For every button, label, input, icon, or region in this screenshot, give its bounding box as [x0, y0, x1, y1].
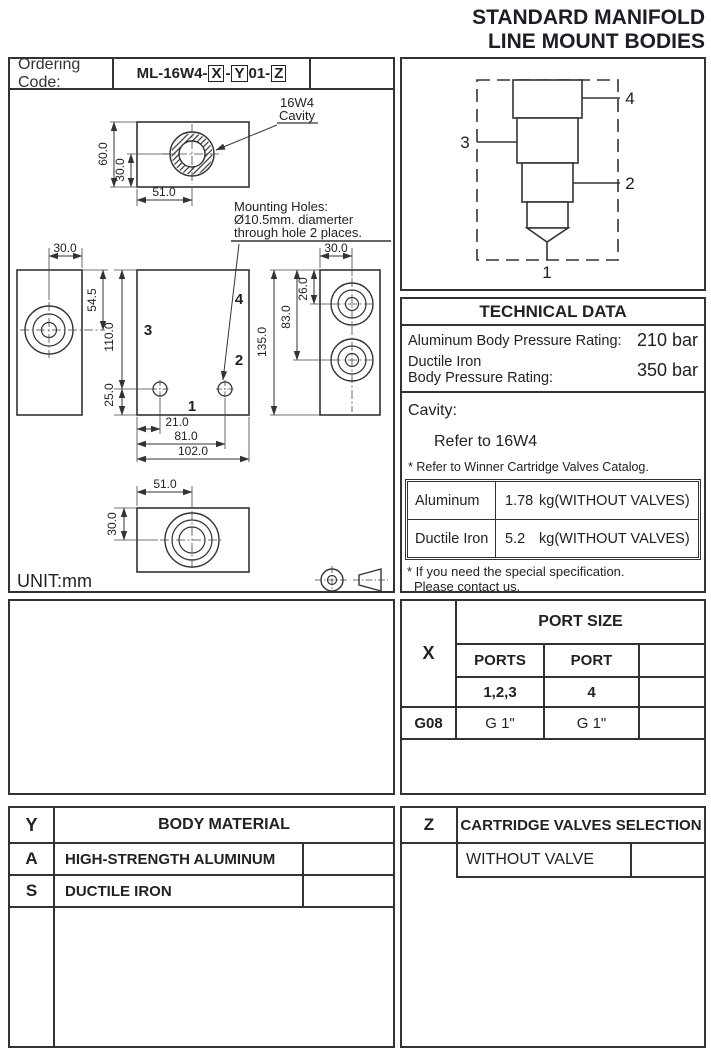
dim-bottom-width: 51.0	[153, 477, 177, 491]
body-material-hline3	[10, 906, 393, 908]
body-material-label-a: HIGH-STRENGTH ALUMINUM	[65, 850, 276, 868]
front-port-3: 3	[143, 322, 153, 339]
body-material-code-a: A	[25, 849, 38, 868]
page-title-line1: STANDARD MANIFOLD	[472, 6, 705, 29]
body-material-label-s: DUCTILE IRON	[65, 882, 172, 900]
aluminum-pressure-value: 210 bar	[636, 330, 698, 350]
bottom-view-extension-lines	[114, 486, 192, 540]
engineering-drawing	[10, 90, 393, 591]
port-size-col-port: PORT	[570, 652, 613, 669]
ordering-seg-x: X	[208, 65, 224, 82]
dim-bottom-center: 30.0	[105, 512, 119, 536]
dim-top-center: 30.0	[113, 158, 127, 182]
page-title-line2: LINE MOUNT BODIES	[487, 30, 705, 53]
dim-front-hole1: 21.0	[165, 415, 189, 429]
port-size-col-ports: PORTS	[474, 652, 526, 669]
weight-number-ductile: 5.2	[505, 530, 526, 547]
ordering-seg-mid: 01-	[248, 65, 271, 82]
ordering-seg-z: Z	[271, 65, 286, 82]
body-material-table	[8, 806, 395, 1048]
port-size-header: PORT SIZE	[538, 613, 623, 630]
ordering-code-empty-cell	[311, 59, 393, 88]
dim-top-height: 60.0	[96, 142, 110, 166]
schematic-panel	[400, 57, 706, 291]
notes-empty-box	[8, 599, 395, 795]
dim-side-width: 30.0	[324, 241, 348, 255]
front-port-4: 4	[234, 291, 244, 308]
port-size-hline4	[402, 738, 704, 740]
front-port-1: 1	[187, 398, 197, 415]
cartridge-header: CARTRIDGE VALVES SELECTION	[460, 816, 702, 834]
schematic-port-2: 2	[625, 174, 635, 193]
right-view-extension-lines	[270, 248, 352, 415]
bottom-view-centerlines	[160, 511, 224, 569]
dim-front-base: 25.0	[102, 383, 116, 407]
schematic-cavity-steps	[513, 80, 582, 242]
port-size-val-port: G 1"	[576, 714, 607, 732]
aluminum-pressure-row	[408, 330, 698, 351]
ordering-seg-dash: -	[225, 65, 231, 82]
schematic-port-3: 3	[460, 133, 470, 152]
schematic-port-1: 1	[542, 263, 552, 282]
technical-data-panel	[400, 297, 706, 593]
weight-table	[405, 479, 701, 560]
dim-side-port-bottom: 83.0	[279, 305, 293, 329]
weight-material-aluminum: Aluminum	[408, 482, 496, 519]
weight-number-aluminum: 1.78	[505, 492, 534, 509]
special-spec-footnote-line1: * If you need the special specification.	[407, 564, 625, 579]
drawing-panel	[8, 57, 395, 593]
pressure-rating-rows	[402, 326, 704, 393]
weight-unit-ductile: kg(WITHOUT VALVES)	[539, 530, 690, 547]
port-size-vline2	[638, 643, 640, 740]
cartridge-z-label: Z	[423, 815, 435, 834]
dim-front-hole2: 81.0	[174, 429, 198, 443]
mounting-note-line2: Ø10.5mm. diamerter	[234, 212, 354, 227]
right-view-outline	[320, 270, 380, 415]
ordering-seg-y: Y	[231, 65, 247, 82]
mounting-note-line1: Mounting Holes:	[234, 199, 328, 214]
weight-unit-aluminum: kg(WITHOUT VALVES)	[539, 492, 690, 509]
dim-top-width: 51.0	[152, 185, 176, 199]
special-spec-footnote-line2: Please contact us.	[414, 579, 521, 594]
body-material-code-s: S	[25, 881, 38, 900]
ductile-pressure-value: 350 bar	[636, 359, 698, 380]
cavity-value: Refer to 16W4	[434, 433, 538, 450]
weight-row-ductile	[408, 519, 698, 557]
ordering-code-label: Ordering Code:	[10, 59, 114, 88]
cartridge-hline2	[456, 876, 704, 878]
cavity-callout-line2: Cavity	[278, 108, 316, 123]
dim-left-width: 30.0	[53, 241, 77, 255]
port-size-x-label: X	[422, 643, 435, 663]
cavity-label: Cavity:	[408, 402, 457, 419]
schematic-port-4: 4	[625, 89, 635, 108]
cartridge-valves-table	[400, 806, 706, 1048]
front-port-2: 2	[234, 352, 244, 369]
dim-left-offset: 54.5	[85, 288, 99, 312]
right-view-dimension-lines	[274, 256, 352, 415]
cavity-callout-line1: 16W4	[280, 95, 314, 110]
cavity-schematic	[402, 59, 704, 289]
dim-side-height: 135.0	[255, 326, 269, 358]
body-material-header: BODY MATERIAL	[158, 816, 290, 833]
page-title	[472, 6, 705, 54]
cartridge-option: WITHOUT VALVE	[466, 851, 595, 868]
ductile-pressure-row	[408, 354, 698, 386]
ordering-seg-prefix: ML-16W4-	[136, 65, 208, 82]
weight-value-ductile	[496, 520, 698, 557]
port-size-sub-port: 4	[587, 683, 596, 701]
cartridge-vline-right	[630, 842, 632, 876]
unit-label: UNIT:mm	[17, 571, 92, 591]
body-material-y-label: Y	[25, 814, 38, 835]
weight-material-ductile: Ductile Iron	[408, 520, 496, 557]
projection-symbol	[315, 566, 388, 591]
aluminum-pressure-label: Aluminum Body Pressure Rating:	[408, 332, 622, 349]
port-size-table	[400, 599, 706, 795]
port-size-val-ports: G 1"	[485, 714, 515, 732]
ductile-pressure-label-line2: Body Pressure Rating:	[408, 370, 554, 386]
ordering-code-row	[10, 55, 393, 91]
ductile-pressure-label	[408, 354, 553, 386]
mounting-note-line3: through hole 2 places.	[234, 225, 362, 240]
cavity-section	[402, 393, 704, 474]
special-spec-footnote	[402, 560, 704, 594]
weight-value-aluminum	[496, 482, 698, 519]
dim-front-width: 102.0	[177, 444, 209, 458]
ductile-pressure-label-line1: Ductile Iron	[408, 354, 482, 370]
cavity-callout-leader	[216, 125, 277, 150]
weight-row-aluminum	[408, 482, 698, 519]
dim-front-height: 110.0	[102, 322, 116, 352]
ordering-code-value	[114, 59, 311, 88]
dim-side-port-top: 26.0	[296, 277, 310, 301]
body-material-vline-right	[302, 842, 304, 906]
port-size-sub-ports: 1,2,3	[483, 683, 517, 701]
cavity-note: * Refer to Winner Cartridge Valves Catalog.	[408, 460, 649, 474]
technical-data-header: TECHNICAL DATA	[402, 299, 704, 326]
left-view-outline	[17, 270, 82, 415]
port-size-code: G08	[414, 714, 443, 732]
